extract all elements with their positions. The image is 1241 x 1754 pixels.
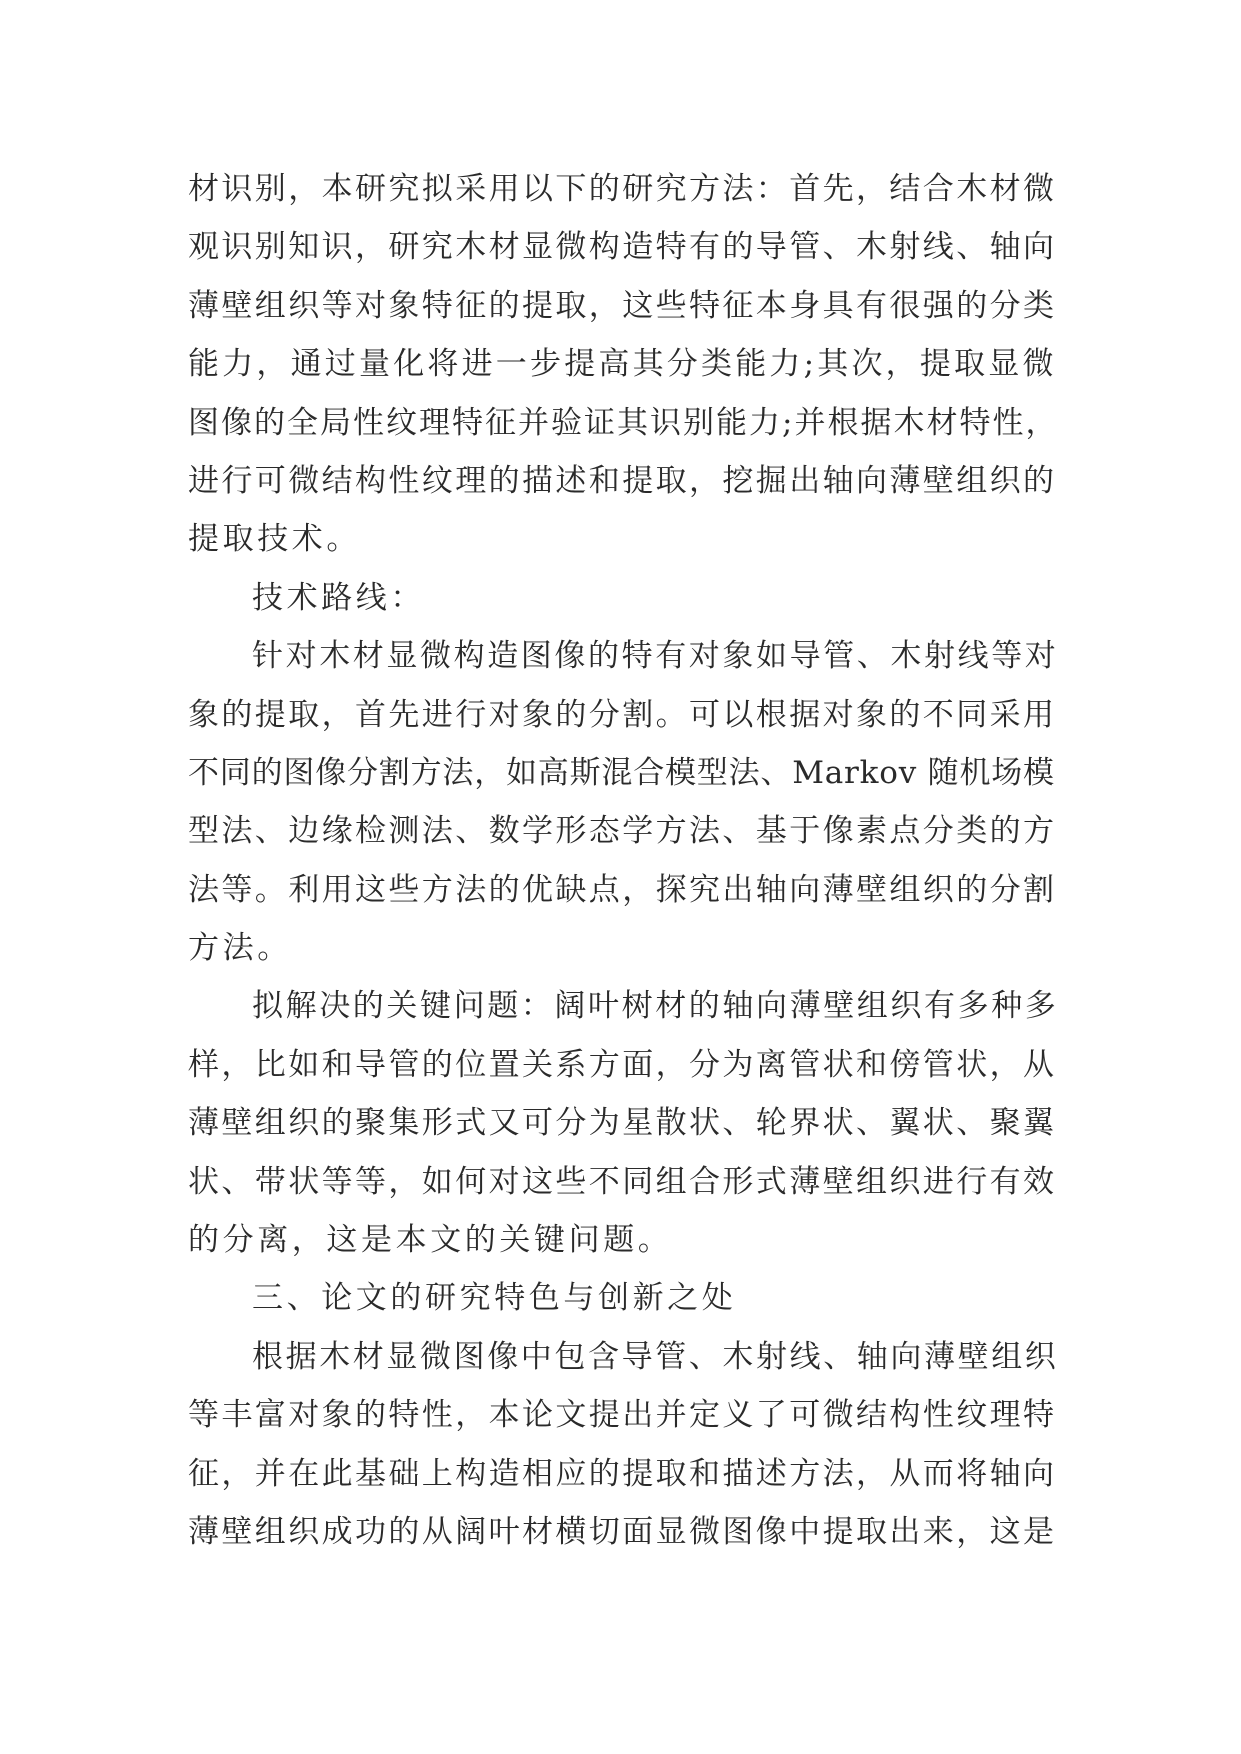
text-line: 根据木材显微图像中包含导管、木射线、轴向薄壁组织 [252,1338,1059,1375]
text-line: 的分离，这是本文的关键问题。 [188,1222,673,1259]
text-line: 法等。利用这些方法的优缺点，探究出轴向薄壁组织的分割 [188,871,1057,908]
body-text [188,160,1058,1561]
text-line: 薄壁组织的聚集形式又可分为星散状、轮界状、翼状、聚翼 [188,1105,1057,1142]
text-line: 图像的全局性纹理特征并验证其识别能力;并根据木材特性， [188,404,1059,441]
text-line: 技术路线： [252,579,425,616]
text-line: 不同的图像分割方法，如高斯混合模型法、Markov 随机场模 [188,754,1055,791]
text-line: 进行可微结构性纹理的描述和提取，挖掘出轴向薄壁组织的 [188,462,1057,499]
text-line: 等丰富对象的特性，本论文提出并定义了可微结构性纹理特 [188,1397,1057,1434]
text-line: 针对木材显微构造图像的特有对象如导管、木射线等对 [252,638,1059,675]
text-line: 样，比如和导管的位置关系方面，分为离管状和傍管状，从 [188,1046,1057,1083]
text-line: 薄壁组织等对象特征的提取，这些特征本身具有很强的分类 [188,287,1057,324]
text-line: 薄壁组织成功的从阔叶材横切面显微图像中提取出来，这是 [188,1513,1057,1550]
text-line: 拟解决的关键问题：阔叶树材的轴向薄壁组织有多种多 [252,988,1059,1025]
text-line: 三、论文的研究特色与创新之处 [252,1280,737,1317]
text-line: 状、带状等等，如何对这些不同组合形式薄壁组织进行有效 [188,1163,1057,1200]
text-line: 象的提取，首先进行对象的分割。可以根据对象的不同采用 [188,696,1057,733]
text-line: 观识别知识，研究木材显微构造特有的导管、木射线、轴向 [188,229,1057,266]
text-line: 征，并在此基础上构造相应的提取和描述方法，从而将轴向 [188,1455,1057,1492]
text-line: 能力，通过量化将进一步提高其分类能力;其次，提取显微 [188,346,1057,383]
text-line: 提取技术。 [188,521,361,558]
text-line: 材识别，本研究拟采用以下的研究方法：首先，结合木材微 [188,171,1057,207]
text-line: 型法、边缘检测法、数学形态学方法、基于像素点分类的方 [188,813,1057,850]
text-line: 方法。 [188,930,292,967]
